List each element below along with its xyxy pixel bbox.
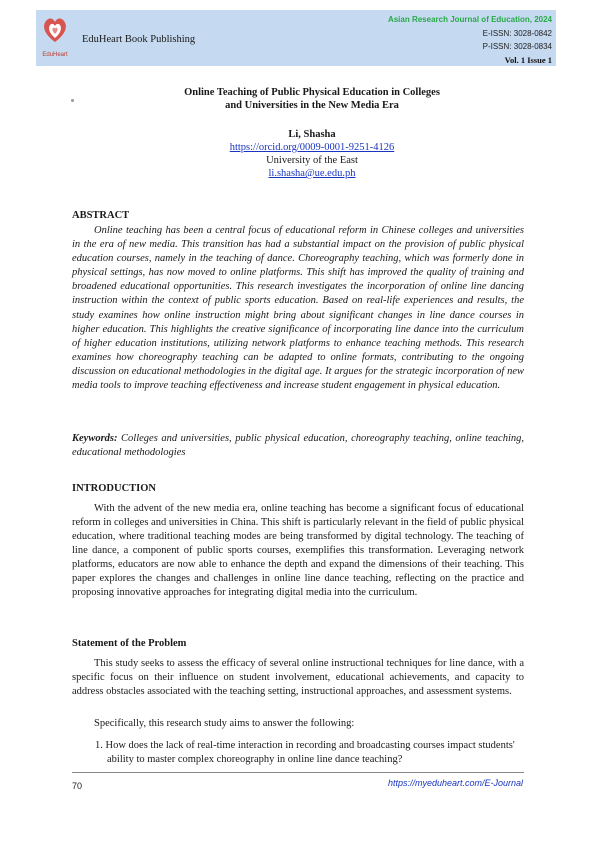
problem-heading: Statement of the Problem <box>72 638 187 649</box>
paper-title <box>100 86 524 112</box>
abstract-text: Online teaching has been a central focus of educational reform in Chinese colleges and universities in the era of new media. This transition has had a substantial impact on the provision of public physical education courses, namely in the teaching of dance. Choreography teaching, which was formerly done in physical settings, has now moved to online platforms. This shift has improved the quality of training and broadened educational opportunities. This research investigates the incorporation of online line dancing instruction within the context of public sports education. Based on real-life experiences and results, the study examines how online instruction might bring about significant changes in line dance courses in higher education. This highlights the creative significance of incorporating line dance into the curriculum of higher education institutions, utilizing network platforms to enhance teaching methods. This research examines how choreography teaching can be adapted to online formats, contributing to the ongoing discussion on educational methodologies in the digital age. It argues for the strategic incorporation of new media tools to improve teaching effectiveness and increase student engagement in physical education. <box>72 225 524 392</box>
pissn: P-ISSN: 3028-0834 <box>482 42 552 51</box>
author-name: Li, Shasha <box>288 129 336 140</box>
abstract-heading: ABSTRACT <box>72 210 130 221</box>
keywords <box>72 432 524 460</box>
footer-url-link[interactable]: https://myeduheart.com/E-Journal <box>387 778 523 788</box>
page-number: 70 <box>72 781 83 791</box>
volume-issue: Vol. 1 Issue 1 <box>504 54 552 65</box>
orcid-link[interactable]: https://orcid.org/0009-0001-9251-4126 <box>229 142 395 153</box>
svg-text:EduHeart: EduHeart <box>42 52 68 58</box>
keywords-label: Keywords: <box>72 433 118 444</box>
affiliation: University of the East <box>266 155 358 166</box>
email-link[interactable]: li.shasha@ue.edu.ph <box>268 168 356 179</box>
problem-paragraph-2: Specifically, this research study aims to answer the following: <box>94 718 355 729</box>
title-line-2: and Universities in the New Media Era <box>225 100 399 111</box>
keywords-text: Colleges and universities, public physical education, choreography teaching, online teaching, educational methodologies <box>72 433 524 458</box>
eduheart-logo-icon <box>40 12 70 60</box>
footer-divider <box>72 772 524 773</box>
introduction-text: With the advent of the new media era, online teaching has become a significant focus of educational reform in colleges and universities in China. This shift is particularly relevant in the field of public physical education, where traditional teaching modes are being transformed by digital technology. The teaching of line dance, a component of public sports courses, exemplifies this transformation. Leveraging network platforms, educators are now able to enhance the depth and expand the dimensions of their teaching. This paper explores the changes and challenges in online line dance teaching, reflecting on the practice and proposing innovative approaches for integrating digital media into the curriculum. <box>72 503 524 598</box>
journal-info <box>388 13 552 67</box>
journal-title: Asian Research Journal of Education, 2024 <box>387 15 552 24</box>
journal-header <box>36 10 556 66</box>
eissn: E-ISSN: 3028-0842 <box>482 28 552 38</box>
research-question-1: 1. How does the lack of real-time interaction in recording and broadcasting courses impact students' ability to master complex choreography in online line dance teaching? <box>95 740 515 765</box>
title-line-1: Online Teaching of Public Physical Education in Colleges <box>184 87 440 98</box>
introduction-heading: INTRODUCTION <box>72 483 157 494</box>
bullet-dot <box>71 99 74 102</box>
publisher-name: EduHeart Book Publishing <box>82 34 196 45</box>
author-block <box>100 128 524 180</box>
problem-paragraph-1: This study seeks to assess the efficacy of several online instructional techniques for line dance, with a specific focus on their influence on student involvement, educational achievements, and capacity to address obstacles associated with the teaching setting, instructional approaches, and assessment systems. <box>72 658 524 697</box>
